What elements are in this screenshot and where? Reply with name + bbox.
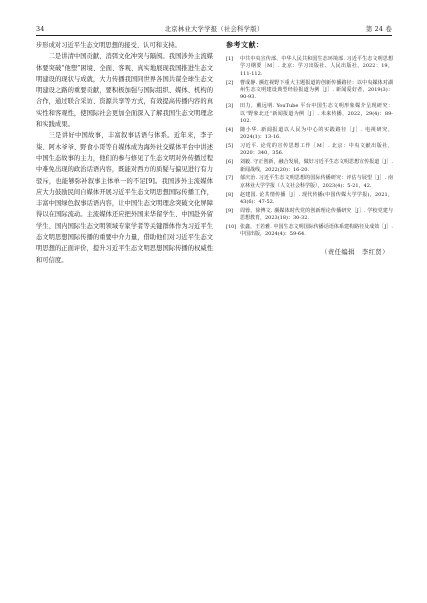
reference-item: [226, 192, 393, 207]
reference-item: [226, 175, 393, 190]
reference-number: [7]: [226, 175, 234, 182]
reference-text: 刘毅. 守正创新，融合发展，做好习近平生态文明思想宣传报道［J］. 新闻战线，2022(20)：16-20.: [240, 159, 393, 173]
reference-item: [226, 56, 393, 78]
reference-number: [3]: [226, 103, 234, 110]
reference-number: [6]: [226, 159, 234, 166]
reference-text: 中共中央宣传部、中华人民共和国生态环境部. 习近平生态文明思想学习纲要［M］. 北京：学习出版社、人民出版社，2022：19，111-112.: [240, 56, 393, 77]
reference-item: [226, 224, 393, 239]
page-header: [36, 21, 392, 33]
body-text-column: [36, 40, 213, 266]
reference-number: [8]: [226, 191, 234, 198]
reference-number: [2]: [226, 79, 234, 86]
reference-text: 张鑫，王若雅. 中国生态文明国际传播话语体系建构路径及成效［J］. 中国出版，2024(4)：59-64.: [240, 224, 393, 238]
reference-item: [226, 208, 393, 223]
paragraph-continuation: 步形成对习近平生态文明思想的接受、认可和支持。: [36, 42, 181, 49]
header-rule: [36, 35, 392, 36]
reference-number: [1]: [226, 56, 234, 62]
volume-label: 第 24 卷: [365, 25, 392, 33]
paragraph-china-stories: 三是讲好中国故事，丰富叙事话语与体系。近年来，李子柒、阿木爷爷、野食小哥等自媒体成为海外社交媒体平台中讲述中国生态故事的主力，他们的参与修见了生态文明对外传播过程中难免出现的政治话语内容，既能对西方的质疑与偏见进行有力驳斥，也能够弥补叙事主体单一的不足[9]。我国涉外主流媒体应大力鼓励民间自媒体开展习近平生态文明思想国际传播工作，丰富中国绿色叙事话语内容，让中国生态文明理念突破文化屏障得以在国际流动。主流媒体还应把外国来华留学生、中国赴外留学生、国内国际生态文明领域专家学者等关键群体作为习近平生态文明思想国际传播的重要中介力量，借助他们对习近平生态文明思想的正面评价，提升习近平生态文明思想国际传播的权威性和可信度。: [36, 132, 213, 264]
reference-number: [9]: [226, 207, 234, 214]
references-column: [226, 40, 393, 256]
reference-item: [226, 103, 393, 125]
reference-text: 田力，戴远明. YouTube 平台中国生态文明形象媒介呈现研究：以“野象北迁”新闻报道为例［J］. 未来传播，2022，29(4)：89-102.: [240, 103, 393, 125]
reference-number: [5]: [226, 143, 234, 150]
reference-text: 赵建国. 论共情传播［J］. 现代传播(中国传媒大学学报)，2021，43(6)：47-52.: [240, 191, 393, 206]
reference-text: 曹成静. 濒危视野下重大主题报道的创新传播路径：以中央媒体对湖州生态文明建设典型经验报道为例［J］. 新闻爱好者，2019(3)：90-93.: [240, 79, 393, 101]
reference-list: [226, 56, 393, 239]
paragraph-china-contribution: 二是讲清中国贡献，消弭文化冲突与隔阂。我国涉外主流媒体要突破“他塑”困境、全面、客观、真实地展现我国推进生态文明建设的现状与成就，大力传播我国同世界各国共谋全球生态文明建设之路的重要贡献，要积极加强与国际组织、媒体、机构的合作，通过联合采访、资源共享等方式，有效提高传播内容的真实性和客观性，使国际社会更加全面深入了解我国生态文明理念和实践成果。: [36, 53, 213, 129]
reference-text: 习近平. 论党的宣传思想工作［M］. 北京：中央文献出版社，2020：340，356.: [240, 143, 393, 157]
reference-item: [226, 159, 393, 174]
responsible-editor: （责任编辑 李红贤）: [321, 248, 389, 256]
reference-item: [226, 127, 393, 142]
reference-text: 随小华. 新闻报道以人民为中心的实践路径［J］. 电视研究，2024(1)：13-16.: [240, 126, 393, 141]
references-heading: 参考文献：: [226, 41, 264, 49]
reference-text: 周蓉，徐博文. 濒媒体时代党的创新理论传播研究［J］. 学校党建与思想教育，2023(18)：30-32.: [240, 207, 393, 222]
reference-item: [226, 143, 393, 158]
page-number: 34: [36, 25, 45, 33]
reference-number: [4]: [226, 126, 234, 133]
journal-title: 北京林业大学学报（社会科学版）: [164, 25, 264, 33]
reference-number: [10]: [226, 224, 237, 231]
reference-item: [226, 80, 393, 102]
reference-text: 郁庆治. 习近平生态文明思想的国际传播研究：评估与展望［J］. 南京林业大学学报（人文社会科学版），2023(4)：5-21，42.: [240, 175, 393, 189]
